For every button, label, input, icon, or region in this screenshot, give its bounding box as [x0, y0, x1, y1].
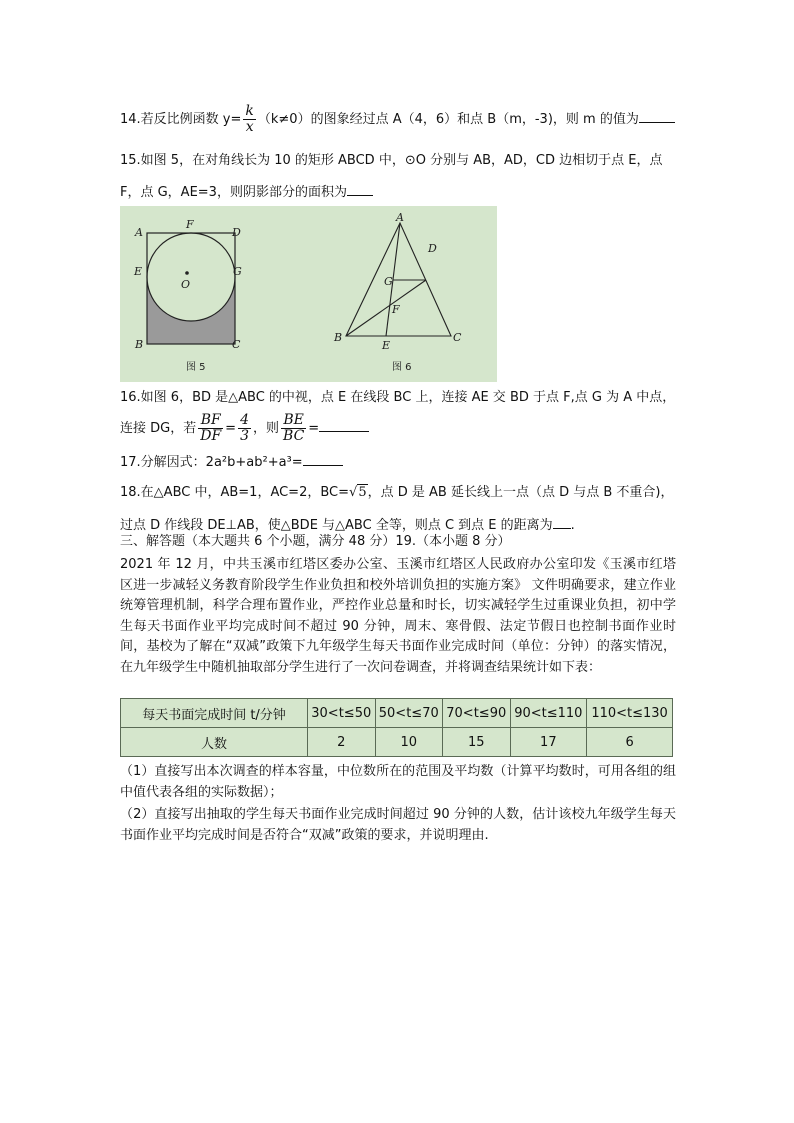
q16-num3: BE [281, 413, 306, 429]
figures-svg [120, 206, 497, 382]
q16-den3: BC [283, 428, 305, 444]
table-cell-interval: 90<t≤110 [510, 699, 587, 728]
question-19-sub2: （2）直接写出抽取的学生每天书面作业完成时间超过 90 分钟的人数，估计该校九年级学生每天书面作业平均完成时间是否符合“双减”政策的要求，并说明理由. [120, 807, 676, 843]
fig5-label-o: O [181, 278, 191, 291]
fig6-caption: 图 6 [392, 362, 412, 373]
fig5-label-a: A [135, 226, 143, 239]
table-cell-interval: 50<t≤70 [375, 699, 443, 728]
table-cell-count: 6 [587, 728, 673, 757]
fig6-label-e: E [382, 339, 391, 352]
q14-text-pre: 14.若反比例函数 y= [120, 112, 242, 127]
question-18-line1 [120, 483, 673, 503]
fig5-label-f: F [186, 218, 194, 231]
q16-text-mid: ，则 [253, 421, 280, 436]
center-dot [185, 271, 189, 275]
q14-text-post: （k≠0）的图象经过点 A（4，6）和点 B（m，-3)，则 m 的值为 [257, 112, 639, 127]
fig6-label-d: D [428, 242, 437, 255]
figure-6 [346, 223, 451, 336]
table-row-counts [121, 728, 673, 757]
figure-5 [133, 218, 242, 373]
q18-radicand: 5 [358, 485, 367, 500]
fig5-caption: 图 5 [186, 362, 206, 373]
table-cell-count: 2 [308, 728, 376, 757]
q14-fraction [243, 104, 255, 135]
figure-panel [120, 206, 497, 382]
table-row-intervals [121, 699, 673, 728]
q17-text: 17.分解因式：2a²b+ab²+a³= [120, 455, 303, 470]
q18-text-pre: 18.在△ABC 中，AB=1，AC=2，BC= [120, 485, 350, 500]
survey-table [120, 698, 673, 757]
table-cell-interval: 110<t≤130 [587, 699, 673, 728]
table-cell-count: 17 [510, 728, 587, 757]
table-cell-count: 15 [443, 728, 511, 757]
q15-answer-blank [347, 181, 373, 196]
question-15-line2 [120, 181, 373, 203]
q16-fraction-4-3 [238, 413, 251, 444]
question-16-line2 [120, 412, 369, 446]
q16-den2: 3 [240, 428, 249, 444]
q16-eq: = [225, 421, 237, 436]
fig5-label-c: C [232, 338, 241, 351]
q16-fraction-bf-df [198, 413, 223, 444]
table-cell-interval: 70<t≤90 [443, 699, 511, 728]
fig6-label-g: G [384, 275, 393, 288]
q16-num1: BF [198, 413, 223, 429]
q16-fraction-be-bc [281, 413, 306, 444]
question-14 [120, 104, 675, 135]
fig6-label-b: B [334, 331, 343, 344]
table-cell-count: 10 [375, 728, 443, 757]
fig5-label-g: G [233, 265, 242, 278]
fig6-label-f: F [392, 303, 400, 316]
question-15-line1: 15.如图 5，在对角线长为 10 的矩形 ABCD 中，⊙O 分别与 AB，AD，CD 边相切于点 E，点 [120, 153, 663, 168]
question-19-sub1: （1）直接写出本次调查的样本容量，中位数所在的范围及平均数（计算平均数时，可用各组的组中值代表各组的实际数据）； [120, 764, 676, 800]
q16-answer-blank [319, 417, 369, 432]
table-cell-interval: 30<t≤50 [308, 699, 376, 728]
q18-sqrt: √5 [349, 485, 367, 500]
q18-line2-text: 过点 D 作线段 DE⊥AB，使△BDE 与△ABC 全等，则点 C 到点 E 的距离为 [120, 518, 553, 533]
fig6-label-c: C [453, 331, 462, 344]
section-3-heading: 三、解答题（本大题共 6 个小题，满分 48 分）19.（本小题 8 分） [120, 534, 511, 549]
table-header-time: 每天书面完成时间 t/分钟 [121, 699, 308, 728]
question-17 [120, 451, 343, 473]
q14-answer-blank [639, 108, 675, 123]
q18-answer-blank [553, 514, 571, 529]
q18-text-post: ，点 D 是 AB 延长线上一点（点 D 与点 B 不重合)， [367, 485, 674, 500]
question-18-line2: 过点 D 作线段 DE⊥AB，使△BDE 与△ABC 全等，则点 C 到点 E 的距离为 . [120, 514, 575, 536]
question-19-paragraph: 2021 年 12 月，中共玉溪市红塔区委办公室、玉溪市红塔区人民政府办公室印发《玉溪市红塔区进一步减轻义务教育阶段学生作业负担和校外培训负担的实施方案》 文件明确要求，建立作业统筹管理机制，科学合理布置作业，严控作业总量和时长，切实减轻学生过重课业负担，初中学生每天书面作业平均完成时间不超过 90 分钟，周末、寒骨假、法定节假日也控制书面作业时间，基校为了解在“双减”政策下九年级学生每天书面作业完成时间（单位：分钟）的落实情况，在九年级学生中随机抽取部分学生进行了一次问卷调查，并将调查结果统计如下表： [120, 557, 676, 675]
question-16-line1: 16.如图 6，BD 是△ABC 的中视，点 E 在线段 BC 上，连接 AE 交 BD 于点 F,点 G 为 A 中点， [120, 390, 676, 405]
q16-text-post: = [308, 421, 320, 436]
circle-o [147, 233, 235, 321]
q15-text: F，点 G，AE=3，则阴影部分的面积为 [120, 185, 347, 200]
q14-fraction-den: x [245, 119, 254, 135]
q16-den1: DF [200, 428, 222, 444]
fig5-label-d: D [232, 226, 241, 239]
segment-bd [346, 280, 426, 336]
fig5-label-b: B [135, 338, 144, 351]
q16-text-pre: 连接 DG，若 [120, 421, 197, 436]
q17-answer-blank [303, 451, 343, 466]
table-header-count: 人数 [121, 728, 308, 757]
q16-num2: 4 [240, 412, 249, 428]
fig6-label-a: A [396, 211, 404, 224]
q14-fraction-num: k [245, 103, 254, 119]
fig5-label-e: E [134, 265, 143, 278]
